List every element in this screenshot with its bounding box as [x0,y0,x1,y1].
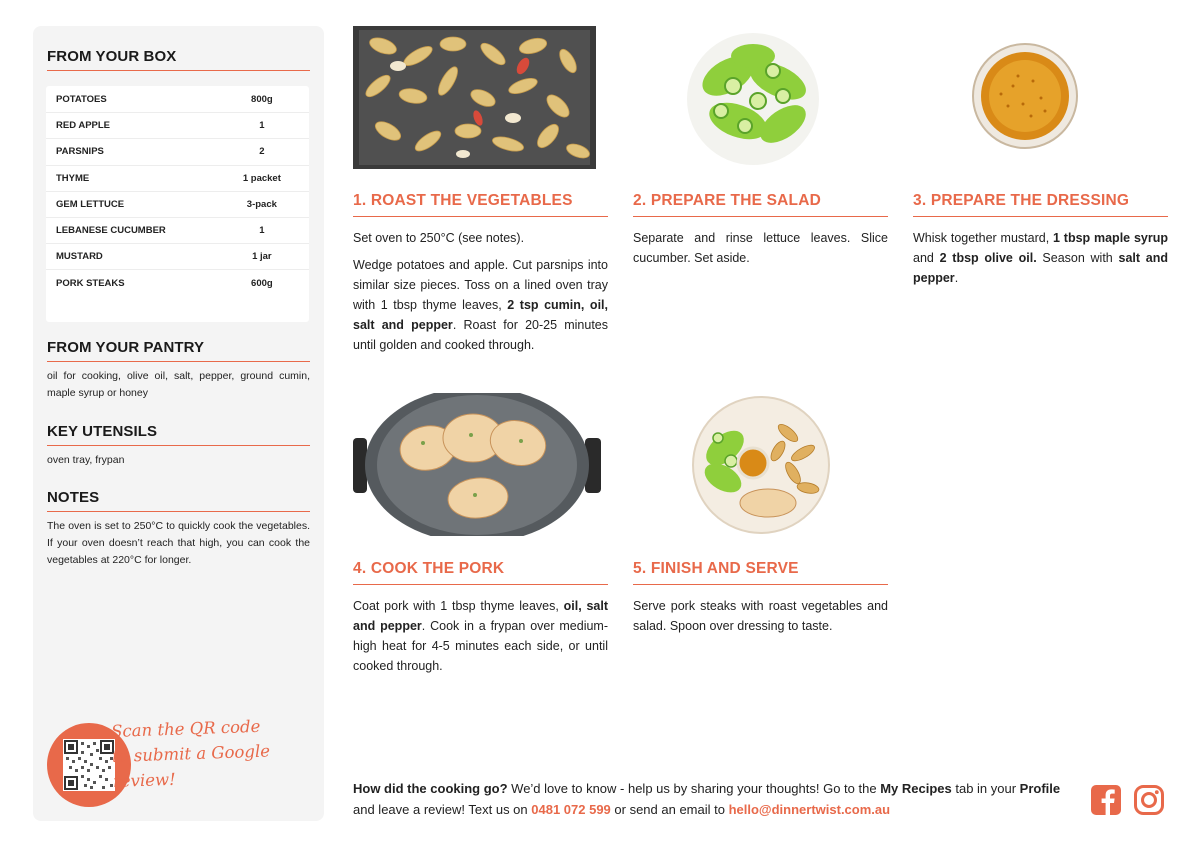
ingredient-name: LEBANESE CUCUMBER [56,225,166,237]
table-row [46,244,309,270]
step-1-para-2: Wedge potatoes and apple. Cut parsnips into similar size pieces. Toss on a lined oven tray with 1 tbsp thyme leaves, 2 tsp cumin, oil, salt and pepper. Roast for 20-25 minutes until golden and cooked through. [353,258,608,352]
qr-caption: Scan the QR code to submit a Google review! [110,716,271,791]
ingredient-name: POTATOES [56,94,107,106]
footer-question: How did the cooking go? [353,781,508,796]
table-row [46,166,309,192]
ingredient-name: PORK STEAKS [56,277,125,289]
dressing-image [913,26,1168,169]
my-recipes-link[interactable]: My Recipes [880,781,952,796]
pantry-title: FROM YOUR PANTRY [47,339,310,362]
ingredient-qty: 800g [251,94,273,106]
pantry-text: oil for cooking, olive oil, salt, pepper, ground cumin, maple syrup or honey [47,370,310,399]
step-1-text [353,228,608,362]
utensils-text: oven tray, frypan [47,454,125,466]
profile-link[interactable]: Profile [1019,781,1061,796]
ingredient-qty: 1 [259,225,265,237]
step-2-title: 2. PREPARE THE SALAD [633,192,888,217]
salad-image [633,26,888,169]
step-4-title: 4. COOK THE PORK [353,560,608,585]
table-row [46,113,309,139]
step-3-title: 3. PREPARE THE DRESSING [913,192,1168,217]
step-2-para-1: Separate and rinse lettuce leaves. Slice cucumber. Set aside. [633,231,888,265]
served-plate-image [633,393,888,536]
notes-text: The oven is set to 250°C to quickly cook the vegetables. If your oven doesn’t reach that high, you can cook the vegetables at 220°C for longer. [47,520,310,566]
instagram-icon[interactable] [1133,784,1165,816]
table-row [46,192,309,218]
ingredient-name: RED APPLE [56,120,111,132]
qr-code[interactable] [63,739,115,791]
step-2-text [633,228,888,275]
ingredient-qty: 3-pack [246,198,277,210]
step-3-text [913,228,1168,295]
table-row [46,218,309,244]
step-5-para-1: Serve pork steaks with roast vegetables and salad. Spoon over dressing to taste. [633,599,888,633]
pork-frypan-image [353,393,601,536]
notes-title: NOTES [47,489,310,512]
step-1-title: 1. ROAST THE VEGETABLES [353,192,608,217]
ingredient-qty: 600g [251,277,273,289]
ingredient-name: PARSNIPS [56,146,104,158]
ingredient-name: GEM LETTUCE [56,198,125,210]
table-row [46,139,309,165]
table-row [46,87,309,113]
ingredient-name: MUSTARD [56,251,103,263]
step-1-para-1: Set oven to 250°C (see notes). [353,231,525,245]
roast-vegetables-image [353,26,596,169]
ingredient-qty: 1 jar [252,251,272,263]
step-4-text [353,596,608,683]
ingredient-name: THYME [56,172,90,184]
step-5-title: 5. FINISH AND SERVE [633,560,888,585]
from-box-title: FROM YOUR BOX [47,48,310,71]
sidebar [33,26,324,821]
review-footer: How did the cooking go? We’d love to know - help us by sharing your thoughts! Go to the My Recipes tab in your Profile and leave a review! Text us on 0481 072 599 or send an email to hello@dinnertwist.com.au [353,781,1061,817]
step-3-para-1: Whisk together mustard, 1 tbsp maple syrup and 2 tbsp olive oil. Season with salt and pepper. [913,231,1168,285]
ingredient-qty: 1 [259,120,265,132]
utensils-title: KEY UTENSILS [47,423,310,446]
ingredient-qty: 2 [259,146,265,158]
email-link[interactable]: hello@dinnertwist.com.au [728,802,891,817]
step-4-para-1: Coat pork with 1 tbsp thyme leaves, oil, salt and pepper. Cook in a frypan over medium-high heat for 4-5 minutes each side, or until cooked through. [353,599,609,673]
ingredients-table [46,86,309,322]
phone-link[interactable]: 0481 072 599 [531,802,611,817]
facebook-icon[interactable] [1090,784,1122,816]
table-row [46,270,309,296]
ingredient-qty: 1 packet [242,172,281,184]
step-5-text [633,596,888,643]
